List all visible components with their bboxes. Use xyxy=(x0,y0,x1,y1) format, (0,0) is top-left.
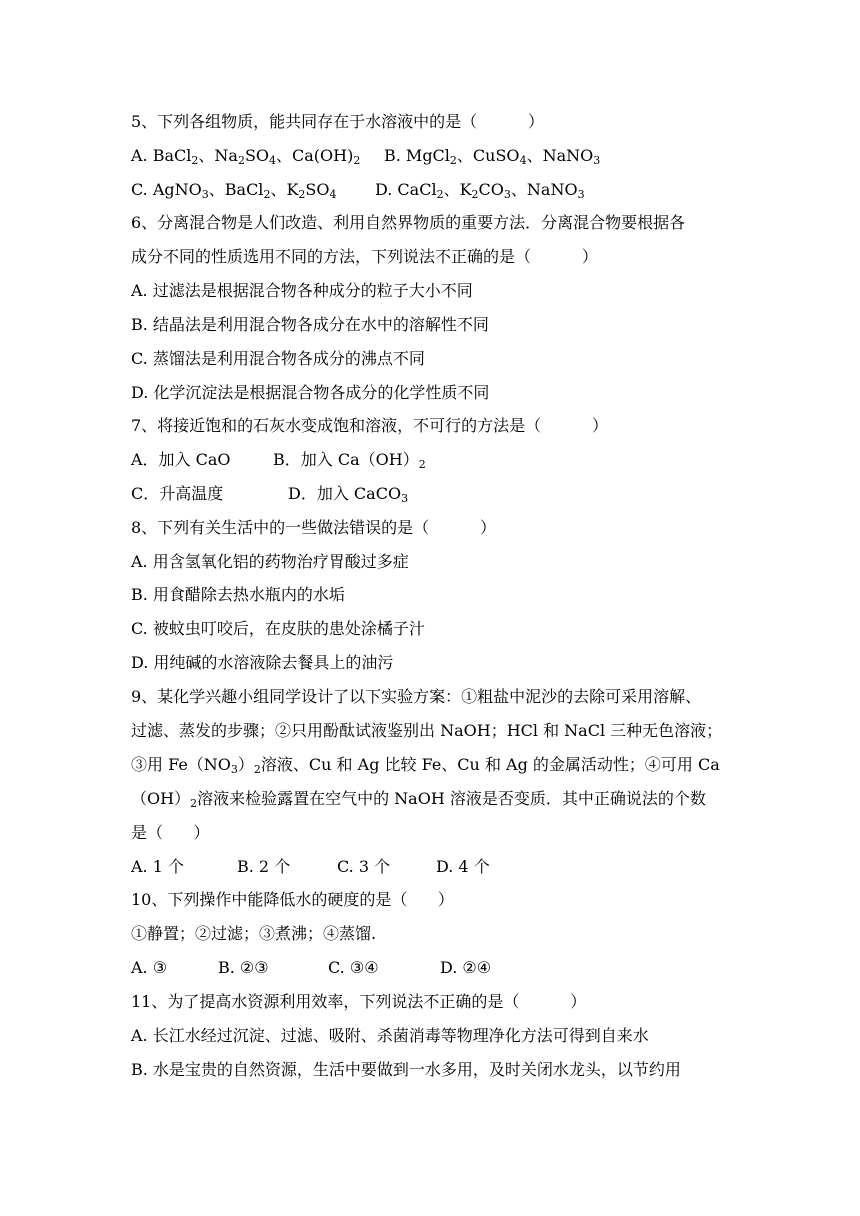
q9-line1: 9、某化学兴趣小组同学设计了以下实验方案：①粗盐中泥沙的去除可采用溶解、 xyxy=(131,687,702,706)
q9-option-b: B. 2 个 xyxy=(237,857,291,876)
q10-option-b: B. ②③ xyxy=(218,958,269,977)
q11-stem: 11、为了提高水资源利用效率，下列说法不正确的是（ ） xyxy=(131,992,587,1011)
q5-stem: 5、下列各组物质，能共同存在于水溶液中的是（ ） xyxy=(131,112,545,131)
q9-option-a: A. 1 个 xyxy=(131,857,184,876)
q5-option-d: D. CaCl$_2$、$K_2CO_3$、NaNO$_3$ xyxy=(375,180,585,201)
q10-stem: 10、下列操作中能降低水的硬度的是（ ） xyxy=(131,890,454,909)
q6-stem-line2: 成分不同的性质选用不同的方法，下列说法不正确的是（ ） xyxy=(131,247,598,266)
q7-option-c: C．升高温度 xyxy=(131,484,224,503)
q7-stem: 7、将接近饱和的石灰水变成饱和溶液，不可行的方法是（ ） xyxy=(131,416,609,435)
q9-line2: 过滤、蒸发的步骤；②只用酚酞试液鉴别出 NaOH；HCl 和 NaCl 三种无色溶液； xyxy=(131,721,723,740)
q9-line3: ③用 $Fe(NO_3)_2$溶液、Cu 和 Ag 比较 Fe、Cu 和 Ag 的金属活动性；④可用 Ca xyxy=(131,755,720,776)
q7-option-b: B．加入 $Ca(OH)_2$ xyxy=(273,450,426,471)
q11-option-a: A. 长江水经过沉淀、过滤、吸附、杀菌消毒等物理净化方法可得到自来水 xyxy=(131,1026,649,1045)
q6-stem-line1: 6、分离混合物是人们改造、利用自然界物质的重要方法．分离混合物要根据各 xyxy=(131,213,686,232)
q6-option-b: B. 结晶法是利用混合物各成分在水中的溶解性不同 xyxy=(131,315,489,334)
q6-option-d: D. 化学沉淀法是根据混合物各成分的化学性质不同 xyxy=(131,383,490,402)
q10-option-a: A. ③ xyxy=(131,958,168,977)
q6-option-c: C. 蒸馏法是利用混合物各成分的沸点不同 xyxy=(131,349,425,368)
q9-line4: $(OH)_2$溶液来检验露置在空气中的 NaOH 溶液是否变质．其中正确说法的个数 xyxy=(131,789,706,810)
q9-option-d: D. 4 个 xyxy=(436,857,490,876)
q5-option-c: C. AgNO$_3$、BaCl$_2$、$K_2SO_4$ xyxy=(131,180,337,201)
q8-option-c: C. 被蚊虫叮咬后，在皮肤的患处涂橘子汁 xyxy=(131,619,425,638)
q8-option-b: B. 用食醋除去热水瓶内的水垢 xyxy=(131,585,345,604)
q7-option-a: A．加入 CaO xyxy=(131,450,231,469)
q6-option-a: A. 过滤法是根据混合物各种成分的粒子大小不同 xyxy=(131,281,473,300)
q8-stem: 8、下列有关生活中的一些做法错误的是（ ） xyxy=(131,518,497,537)
q10-option-d: D. ②④ xyxy=(440,958,492,977)
q10-option-c: C. ③④ xyxy=(328,958,379,977)
q8-option-a: A. 用含氢氧化铝的药物治疗胃酸过多症 xyxy=(131,552,409,571)
q10-items: ①静置；②过滤；③煮沸；④蒸馏. xyxy=(131,924,377,943)
q9-line5: 是（ ） xyxy=(131,823,210,842)
q11-option-b: B. 水是宝贵的自然资源，生活中要做到一水多用，及时关闭水龙头，以节约用 xyxy=(131,1060,681,1079)
q5-option-a: A. BaCl$_2$、$Na_2SO_4$、$Ca(OH)_2$ xyxy=(131,146,361,167)
q9-option-c: C. 3 个 xyxy=(337,857,391,876)
q7-option-d: D．加入 CaCO$_3$ xyxy=(288,484,409,505)
q8-option-d: D. 用纯碱的水溶液除去餐具上的油污 xyxy=(131,653,394,672)
q5-option-b: B. MgCl$_2$、CuSO$_4$、NaNO$_3$ xyxy=(384,146,601,167)
